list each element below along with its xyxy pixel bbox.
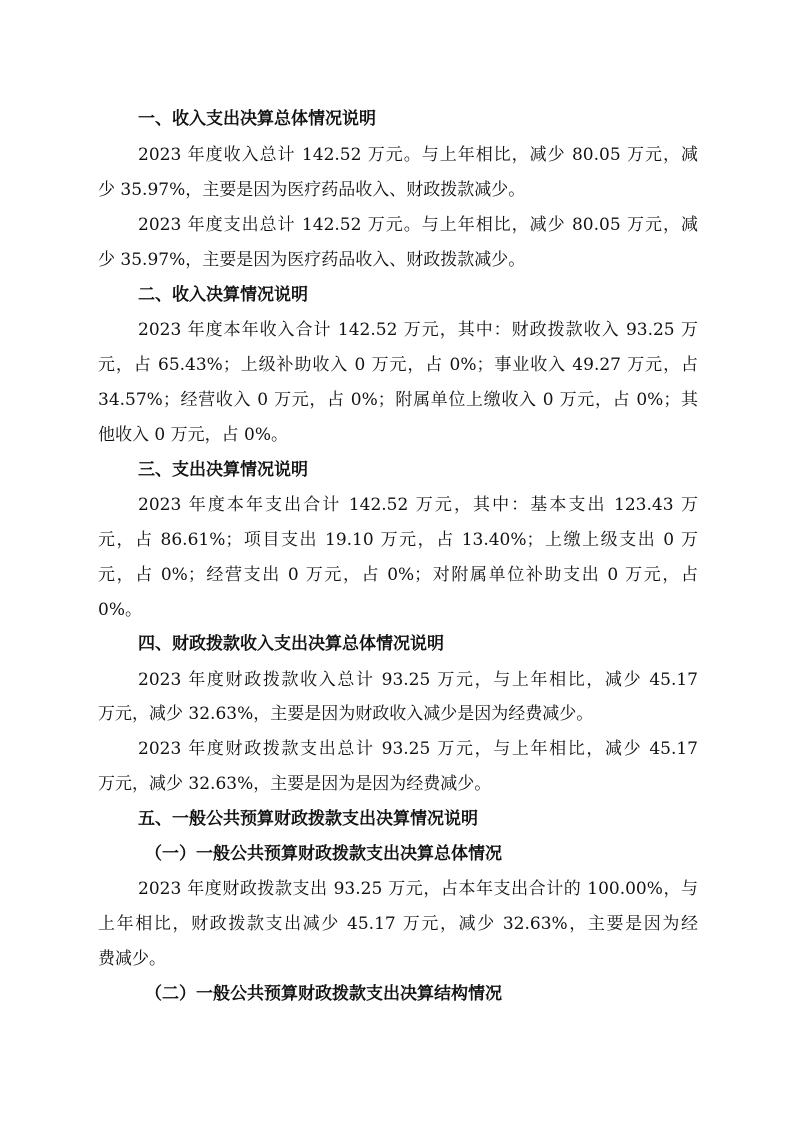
section-heading-income: 二、收入决算情况说明 (138, 285, 308, 305)
section-heading-income-expense-overview: 一、收入支出决算总体情况说明 (138, 109, 376, 129)
subsection-heading-structure: （二）一般公共预算财政拨款支出决算结构情况 (145, 984, 502, 1004)
paragraph-line: 2023 年度财政拨款支出总计 93.25 万元，与上年相比，减少 45.17 (138, 739, 698, 759)
paragraph-line: 元，占 0%；经营支出 0 万元，占 0%；对附属单位补助支出 0 万元，占 (98, 565, 698, 585)
paragraph-line: 2023 年度财政拨款支出 93.25 万元，占本年支出合计的 100.00%，与 (138, 879, 698, 899)
subsection-heading-overall: （一）一般公共预算财政拨款支出决算总体情况 (145, 844, 502, 864)
paragraph-line: 0%。 (98, 600, 142, 620)
paragraph-line: 万元，减少 32.63%，主要是因为是因为经费减少。 (98, 774, 492, 794)
section-heading-expense: 三、支出决算情况说明 (138, 460, 308, 480)
section-heading-general-public-budget: 五、一般公共预算财政拨款支出决算情况说明 (138, 809, 478, 829)
paragraph-line: 上年相比，财政拨款支出减少 45.17 万元，减少 32.63%，主要是因为经 (98, 914, 698, 934)
paragraph-line: 少 35.97%，主要是因为医疗药品收入、财政拨款减少。 (98, 180, 526, 200)
paragraph-line: 2023 年度支出总计 142.52 万元。与上年相比，减少 80.05 万元，减 (138, 215, 698, 235)
paragraph-line: 2023 年度本年收入合计 142.52 万元，其中：财政拨款收入 93.25 万 (138, 320, 698, 340)
paragraph-line: 万元，减少 32.63%，主要是因为财政收入减少是因为经费减少。 (98, 704, 594, 724)
paragraph-line: 少 35.97%，主要是因为医疗药品收入、财政拨款减少。 (98, 250, 526, 270)
paragraph-line: 2023 年度收入总计 142.52 万元。与上年相比，减少 80.05 万元，减 (138, 145, 698, 165)
paragraph-line: 他收入 0 万元，占 0%。 (98, 425, 288, 445)
paragraph-line: 2023 年度本年支出合计 142.52 万元，其中：基本支出 123.43 万 (138, 495, 698, 515)
paragraph-line: 费减少。 (98, 949, 166, 969)
paragraph-line: 34.57%；经营收入 0 万元，占 0%；附属单位上缴收入 0 万元，占 0%；其 (98, 390, 698, 410)
section-heading-fiscal-appropriation: 四、财政拨款收入支出决算总体情况说明 (138, 634, 444, 654)
paragraph-line: 元，占 65.43%；上级补助收入 0 万元，占 0%；事业收入 49.27 万元，占 (98, 355, 698, 375)
paragraph-line: 元，占 86.61%；项目支出 19.10 万元，占 13.40%；上缴上级支出 0 万 (98, 530, 698, 550)
paragraph-line: 2023 年度财政拨款收入总计 93.25 万元，与上年相比，减少 45.17 (138, 670, 698, 690)
